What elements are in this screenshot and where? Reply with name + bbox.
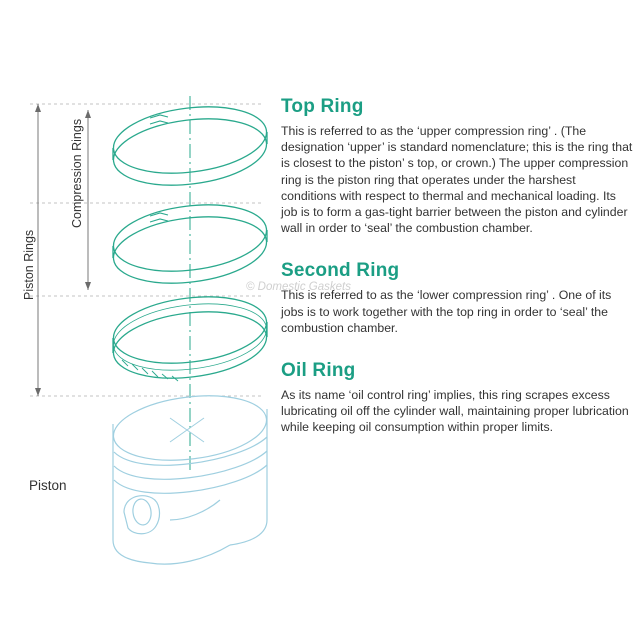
top-ring-title: Top Ring bbox=[281, 96, 364, 117]
section-second-ring bbox=[281, 260, 633, 336]
second-ring-body: This is referred to as the ‘lower compression ring’ . One of its jobs is to work together with the top ring in order to ‘seal’ the combustion chamber. bbox=[281, 288, 612, 335]
top-ring-body: This is referred to as the ‘upper compression ring’ . (The designation ‘upper’ is standard nomenclature; this is the ring that is closest to the piston’ s top, or crown.) The upper compression ring is the piston ring that operates under the harshest conditions with respect to thermal and mechanical loading. Its job is to form a gas-tight barrier between the piston and cylinder wall in order to ‘seal’ the combustion chamber. bbox=[281, 124, 633, 236]
guide-lines bbox=[30, 104, 262, 396]
compression-rings-bracket bbox=[85, 110, 91, 290]
piston-rings-label: Piston Rings bbox=[22, 229, 36, 300]
oil-ring-body: As its name ‘oil control ring’ implies, this ring scrapes excess lubricating oil off the cylinder wall, maintaining proper lubrication while keeping oil consumption within proper limits. bbox=[281, 388, 629, 435]
oil-ring-title: Oil Ring bbox=[281, 360, 356, 382]
section-top-ring bbox=[281, 96, 633, 236]
piston-label: Piston bbox=[29, 478, 67, 493]
description-column bbox=[281, 96, 633, 436]
compression-rings-label: Compression Rings bbox=[70, 118, 84, 228]
second-ring-title: Second Ring bbox=[281, 260, 400, 282]
section-oil-ring bbox=[281, 360, 633, 436]
watermark-text: © Domestic Gaskets bbox=[246, 281, 351, 293]
